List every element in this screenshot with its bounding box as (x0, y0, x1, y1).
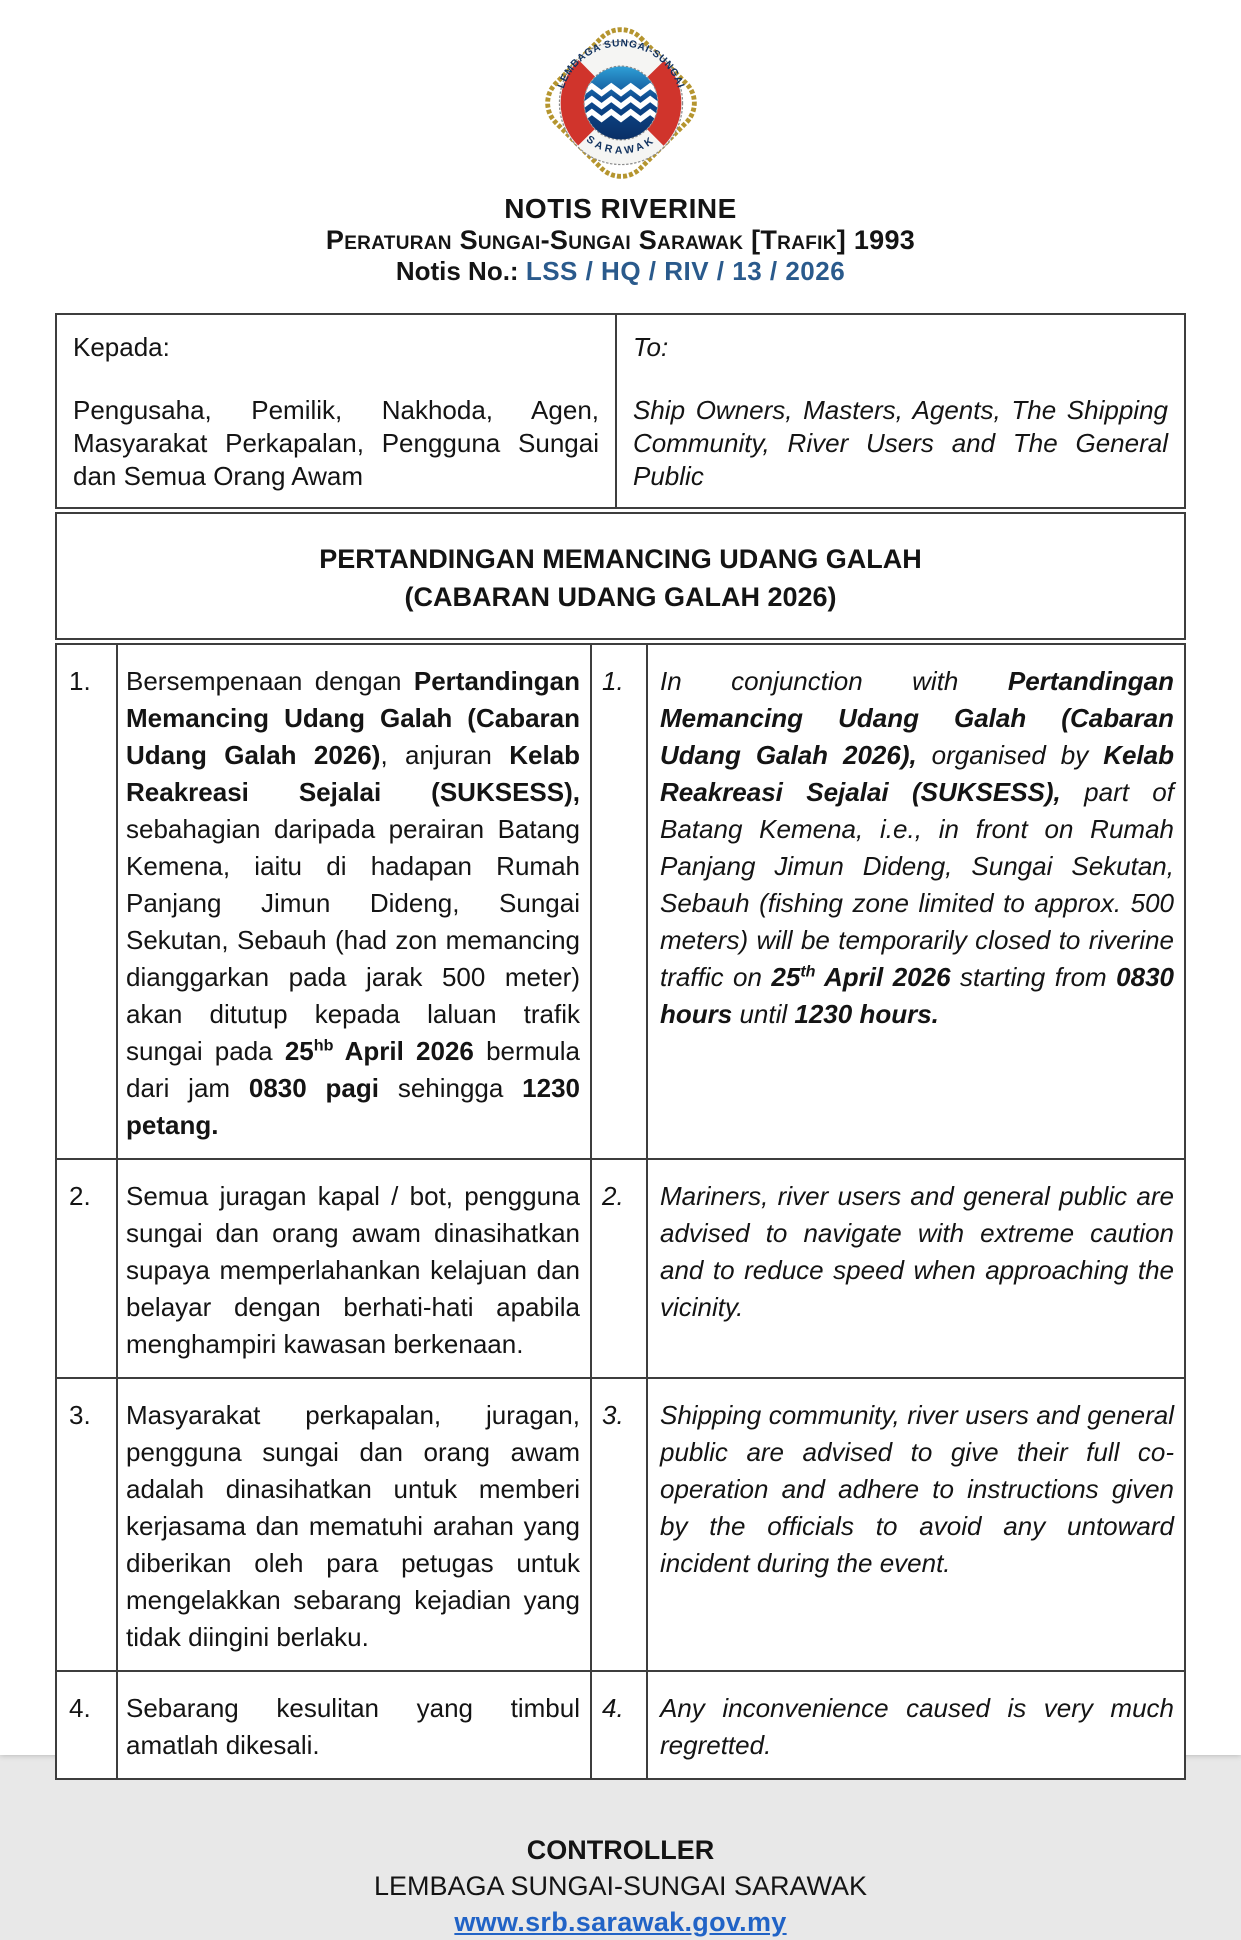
footer-website-link[interactable]: www.srb.sarawak.gov.my (454, 1907, 787, 1937)
notice-number-value: LSS / HQ / RIV / 13 / 2026 (525, 256, 846, 286)
notice-row-4 (57, 1672, 1184, 1778)
row2-english-text: Mariners, river users and general public are advised to navigate with extreme caution and to reduce speed when approaching the vicinity. (660, 1181, 1174, 1322)
notice-row-3 (57, 1379, 1184, 1672)
logo-top-text: LEMBAGA SUNGAI-SUNGAI (555, 38, 686, 90)
notice-subtitle: Peraturan Sungai-Sungai Sarawak [Trafik] 1993 (325, 225, 916, 255)
footer-controller: CONTROLLER (526, 1835, 715, 1865)
notice-row-2 (57, 1160, 1184, 1379)
event-title-line2: (CABARAN UDANG GALAH 2026) (404, 582, 837, 612)
row1-number-malay: 1. (57, 645, 118, 1158)
lifebuoy-logo-icon (537, 22, 705, 184)
kepada-body: Pengusaha, Pemilik, Nakhoda, Agen, Masyarakat Perkapalan, Pengguna Sungai dan Semua Orang Awam (73, 395, 599, 491)
logo-bottom-text: SARAWAK (583, 133, 658, 157)
notice-number-line (55, 256, 1186, 287)
row2-number-malay: 2. (57, 1160, 118, 1377)
row3-number-english: 3. (592, 1379, 648, 1670)
row1-malay-text: Bersempenaan dengan Pertandingan Memancing Udang Galah (Cabaran Udang Galah 2026), anjuran Kelab Reakreasi Sejalai (SUKSESS), sebahagian daripada perairan Batang Kemena, iaitu di hadapan Rumah Panjang Jimun Dideng, Sungai Sekutan, Sebauh (had zon memancing dianggarkan pada jarak 500 meter) akan ditutup kepada laluan trafik sungai pada $25^{hb}$ April 2026 bermula dari jam 0830 pagi sehingga 1230 petang. (118, 645, 592, 1158)
notice-number-label: Notis No.: (395, 256, 519, 286)
event-title-line1: PERTANDINGAN MEMANCING UDANG GALAH (319, 544, 922, 574)
notice-title: NOTIS RIVERINE (504, 193, 737, 224)
row4-number-english: 4. (592, 1672, 648, 1778)
event-title-section (55, 512, 1186, 640)
row4-english-text: Any inconvenience caused is very much regretted. (660, 1693, 1174, 1760)
agency-logo (55, 0, 1186, 189)
addressee-table (55, 313, 1186, 509)
row3-number-malay: 3. (57, 1379, 118, 1670)
footer-agency: LEMBAGA SUNGAI-SUNGAI SARAWAK (373, 1871, 868, 1901)
row4-number-malay: 4. (57, 1672, 118, 1778)
addressee-cell-english (617, 315, 1184, 507)
to-label: To: (633, 332, 669, 362)
to-body: Ship Owners, Masters, Agents, The Shipping Community, River Users and The General Public (633, 395, 1168, 491)
row3-english-text: Shipping community, river users and general public are advised to give their full co-operation and adhere to instructions given by the officials to avoid any untoward incident during the event. (660, 1400, 1174, 1578)
row2-malay-text: Semua juragan kapal / bot, pengguna sungai dan orang awam dinasihatkan supaya memperlahankan kelajuan dan belayar dengan berhati-hati apabila menghampiri kawasan berkenaan. (118, 1160, 592, 1377)
footer (55, 1832, 1186, 1940)
row2-number-english: 2. (592, 1160, 648, 1377)
row1-number-english: 1. (592, 645, 648, 1158)
notice-body-table (55, 643, 1186, 1780)
row4-malay-text: Sebarang kesulitan yang timbul amatlah dikesali. (118, 1672, 592, 1778)
row1-english-text: In conjunction with Pertandingan Memancing Udang Galah (Cabaran Udang Galah 2026), organised by Kelab Reakreasi Sejalai (SUKSESS), part of Batang Kemena, i.e., in front on Rumah Panjang Jimun Dideng, Sungai Sekutan, Sebauh (fishing zone limited to approx. 500 meters) will be temporarily closed to riverine traffic on 25th April 2026 starting from 0830 hours until 1230 hours. (660, 666, 1175, 1029)
notice-row-1 (57, 645, 1184, 1160)
row3-malay-text: Masyarakat perkapalan, juragan, pengguna sungai dan orang awam adalah dinasihatkan untuk memberi kerjasama dan mematuhi arahan yang diberikan oleh para petugas untuk mengelakkan sebarang kejadian yang tidak diingini berlaku. (118, 1379, 592, 1670)
kepada-label: Kepada: (73, 332, 170, 362)
addressee-cell-malay (57, 315, 617, 507)
